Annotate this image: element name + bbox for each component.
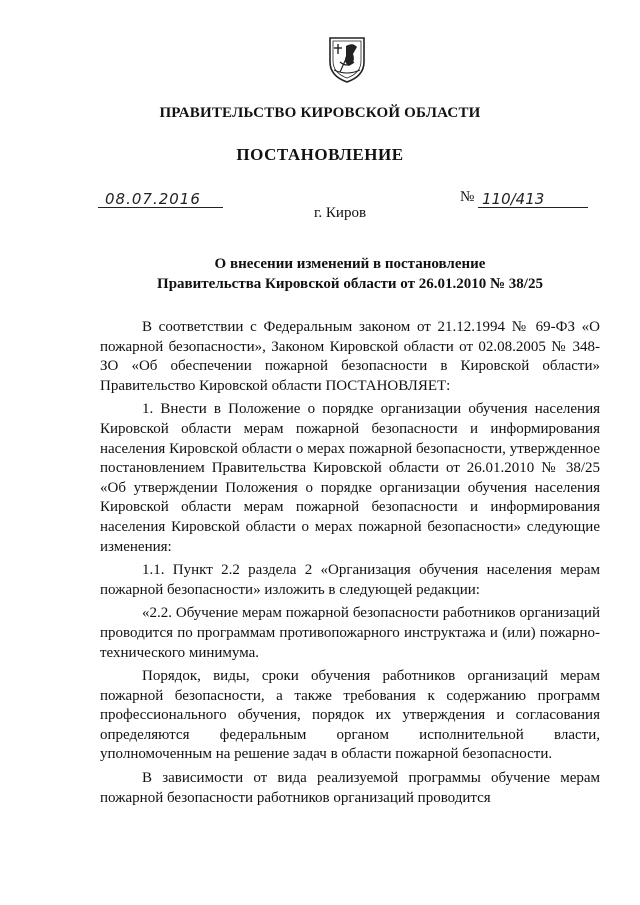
document-type: ПОСТАНОВЛЕНИЕ [236,145,404,164]
city-name: г. Киров [313,205,367,221]
number-label: № [460,189,475,205]
document-body [100,318,600,812]
body-paragraph: В зависимости от вида реализуемой программы обучение мерам пожарной безопасности работников организаций проводится [100,770,600,806]
subject-line-1: О внесении изменений в постановление [214,256,486,272]
government-title: ПРАВИТЕЛЬСТВО КИРОВСКОЙ ОБЛАСТИ [159,105,481,121]
body-paragraph: Порядок, виды, сроки обучения работников организаций мерам пожарной безопасности, а также требования к содержанию программ профессионального обучения, порядок их утверждения и согласования определяются федеральным органом исполнительной власти, уполномоченным на решение задач в области пожарной безопасности. [100,668,600,763]
subject-line-2: Правительства Кировской области от 26.01.2010 № 38/25 [157,276,543,292]
body-paragraph: 1.1. Пункт 2.2 раздела 2 «Организация обучения населения мерам пожарной безопасности» изложить в следующей редакции: [100,562,600,598]
body-paragraph: 1. Внести в Положение о порядке организации обучения населения Кировской области мерам пожарной безопасности и информирования населения Кировской области о мерах пожарной безопасности, утвержденное постановлением Правительства Кировской области от 26.01.2010 № 38/25 «Об утверждении Положения о порядке организации обучения населения Кировской области мерам пожарной безопасности и информирования населения Кировской области о мерах пожарной безопасности» следующие изменения: [100,401,600,555]
document-number: 110/413 [482,190,545,208]
body-paragraph: «2.2. Обучение мерам пожарной безопасности работников организаций проводится по программам противопожарного инструктажа и (или) пожарно-технического минимума. [100,605,600,661]
kirov-coat-of-arms-icon [326,32,368,84]
document-date: 08.07.2016 [105,190,201,208]
body-paragraph: В соответствии с Федеральным законом от 21.12.1994 № 69-ФЗ «О пожарной безопасности», Законом Кировской области от 02.08.2005 № 348-ЗО «Об обеспечении пожарной безопасности в Кировской области» Правительство Кировской области ПОСТАНОВЛЯЕТ: [100,319,600,394]
document-subject [100,254,600,294]
